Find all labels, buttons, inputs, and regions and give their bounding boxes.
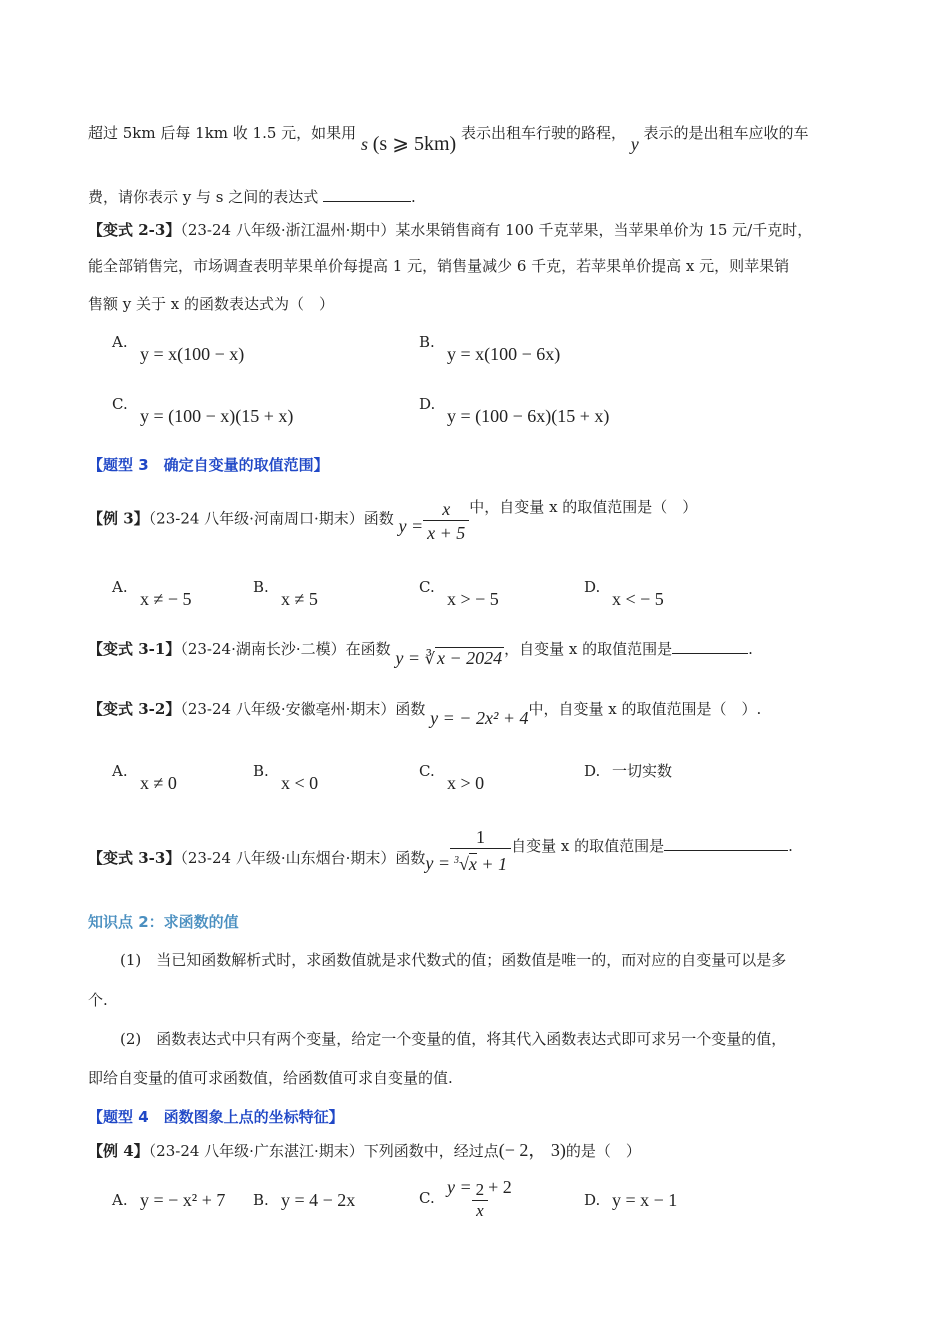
- radical-icon: ∛: [424, 649, 436, 668]
- intro-line-2: 费，请你表示 y 与 s 之间的表达式 .: [88, 188, 416, 206]
- v23-line-1: [88, 220, 812, 240]
- v31-source: （23-24·湖南长沙·二模）在函数: [180, 640, 391, 658]
- intro-text-a: 超过 5km 后每 1km 收 1.5 元，如果用: [88, 124, 357, 142]
- v32-tag: 【变式 3-2】: [88, 700, 181, 718]
- option-label: A.: [112, 578, 128, 596]
- radical-icon: √: [459, 854, 469, 874]
- option-label: A.: [112, 762, 128, 780]
- option-label: B.: [253, 1191, 269, 1209]
- v33-tag: 【变式 3-3】: [88, 849, 181, 867]
- section-heading-3: 【题型 3 确定自变量的取值范围】: [88, 456, 329, 474]
- option-label: C.: [419, 762, 435, 780]
- kp2-p2-b: 即给自变量的值可求函数值，给函数值可求自变量的值.: [88, 1069, 453, 1087]
- option-expr: x > − 5: [447, 589, 499, 609]
- v33-tail: 自变量 x 的取值范围是: [511, 837, 665, 855]
- option-expr: y = x(100 − x): [140, 344, 245, 364]
- root-index: 3: [454, 855, 460, 866]
- ex3-line: [88, 496, 697, 550]
- ex4-c-numerator: 2: [472, 1180, 489, 1201]
- v31-y-eq: y =: [395, 648, 421, 668]
- ex3-denominator: x + 5: [427, 523, 466, 543]
- knowledge-point-2: 知识点 2：求函数的值: [88, 913, 239, 931]
- v23-text-2: 能全部销售完，市场调查表明苹果单价每提高 1 元，销售量减少 6 千克，若苹果单价提高 x 元，则苹果销: [88, 257, 790, 275]
- ex4-c-fraction: [472, 1180, 489, 1221]
- ex3-tag: 【例 3】: [88, 509, 149, 528]
- option-label: D.: [419, 395, 436, 413]
- option-expr: x ≠ 5: [281, 589, 318, 609]
- option-expr: x < 0: [281, 773, 319, 793]
- ex3-source: （23-24 八年级·河南周口·期末）函数: [148, 509, 394, 528]
- option-expr: x < − 5: [612, 589, 664, 609]
- v32-tail: 中，自变量 x 的取值范围是（ ）.: [528, 700, 762, 718]
- answer-blank[interactable]: [664, 836, 788, 851]
- ex4-tail: 的是（ ）: [565, 1142, 641, 1160]
- answer-blank[interactable]: [323, 187, 411, 202]
- option-label: B.: [253, 762, 269, 780]
- option-label: B.: [419, 333, 435, 351]
- option-expr: [447, 1176, 512, 1221]
- ex4-c-denominator: x: [476, 1201, 484, 1220]
- intro-line-1: [88, 122, 848, 162]
- ex3-y-eq: y =: [398, 515, 424, 536]
- v33-source: （23-24 八年级·山东烟台·期末）函数: [180, 849, 426, 867]
- intro-var-s: s: [360, 134, 368, 154]
- v31-tag: 【变式 3-1】: [88, 640, 181, 658]
- option-label: D.: [584, 578, 601, 596]
- intro-condition: (s ⩾ 5km): [372, 133, 457, 155]
- v23-line-2: [88, 256, 789, 276]
- option-expr: x ≠ 0: [140, 773, 177, 793]
- ex4-tag: 【例 4】: [88, 1142, 149, 1160]
- intro-text-2: 费，请你表示 y 与 s 之间的表达式: [88, 188, 319, 206]
- v32-source: （23-24 八年级·安徽亳州·期末）函数: [180, 700, 426, 718]
- ex4-point: (− 2， 3): [498, 1140, 566, 1160]
- option-label: C.: [419, 578, 435, 596]
- v33-end: .: [788, 837, 793, 855]
- intro-text-b: 表示出租车行驶的路程，: [460, 124, 626, 142]
- v23-text-1: （23-24 八年级·浙江温州·期中）某水果销售商有 100 千克苹果，当苹果单价为 15 元/千克时，: [180, 221, 813, 239]
- v33-line: [88, 826, 793, 882]
- option-expr: y = x(100 − 6x): [447, 344, 561, 364]
- v23-tag: 【变式 2-3】: [88, 221, 181, 239]
- kp2-p1-b: 个.: [88, 991, 108, 1009]
- v31-radicand: x − 2024: [437, 648, 503, 668]
- option-label: A.: [112, 1191, 128, 1209]
- v23-line-3: [88, 294, 334, 314]
- option-label: A.: [112, 333, 128, 351]
- ex4-line: [88, 1140, 641, 1161]
- option-label: B.: [253, 578, 269, 596]
- ex3-fraction: [423, 498, 469, 545]
- v33-denominator: [450, 849, 511, 876]
- option-label: C.: [419, 1189, 435, 1207]
- option-expr: y = 4 − 2x: [281, 1190, 356, 1210]
- v33-numerator: 1: [450, 826, 511, 849]
- v32-expr: y = − 2x² + 4: [430, 708, 529, 728]
- kp2-p1-a: (1) 当已知函数解析式时，求函数值就是求代数式的值；函数值是唯一的，而对应的自变量可以是多: [120, 951, 787, 969]
- v31-end: .: [748, 640, 753, 658]
- ex4-c-y-eq: y =: [447, 1176, 472, 1197]
- intro-var-y: y: [630, 134, 639, 154]
- option-label: D.: [584, 762, 601, 780]
- ex4-source: （23-24 八年级·广东湛江·期末）下列函数中，经过点: [148, 1142, 499, 1160]
- option-expr: x ≠ − 5: [140, 589, 192, 609]
- section-heading-4: 【题型 4 函数图象上点的坐标特征】: [88, 1108, 344, 1126]
- v31-tail: ，自变量 x 的取值范围是: [504, 640, 673, 658]
- option-label: C.: [112, 395, 128, 413]
- ex3-tail: 中，自变量 x 的取值范围是（ ）: [469, 497, 698, 516]
- option-expr: y = x − 1: [612, 1190, 678, 1210]
- option-expr: y = − x² + 7: [140, 1190, 226, 1210]
- v33-den-tail: + 1: [476, 854, 508, 874]
- option-expr: 一切实数: [612, 762, 673, 780]
- v31-line: [88, 638, 753, 672]
- intro-text-c: 表示的是出租车应收的车: [643, 124, 809, 142]
- v33-y-eq: y =: [425, 853, 451, 873]
- v33-radicand: x: [468, 854, 477, 874]
- option-expr: x > 0: [447, 773, 485, 793]
- option-expr: y = (100 − x)(15 + x): [140, 406, 294, 426]
- v33-fraction: [450, 826, 511, 876]
- kp2-p2-a: (2) 函数表达式中只有两个变量，给定一个变量的值，将其代入函数表达式即可求另一个变量的值，: [120, 1030, 787, 1048]
- v32-line: [88, 698, 761, 732]
- ex4-c-tail: + 2: [488, 1176, 512, 1197]
- answer-blank[interactable]: [672, 639, 748, 654]
- ex3-numerator: x: [423, 498, 469, 521]
- v23-text-3: 售额 y 关于 x 的函数表达式为（ ）: [88, 295, 335, 313]
- option-label: D.: [584, 1191, 601, 1209]
- option-expr: y = (100 − 6x)(15 + x): [447, 406, 610, 426]
